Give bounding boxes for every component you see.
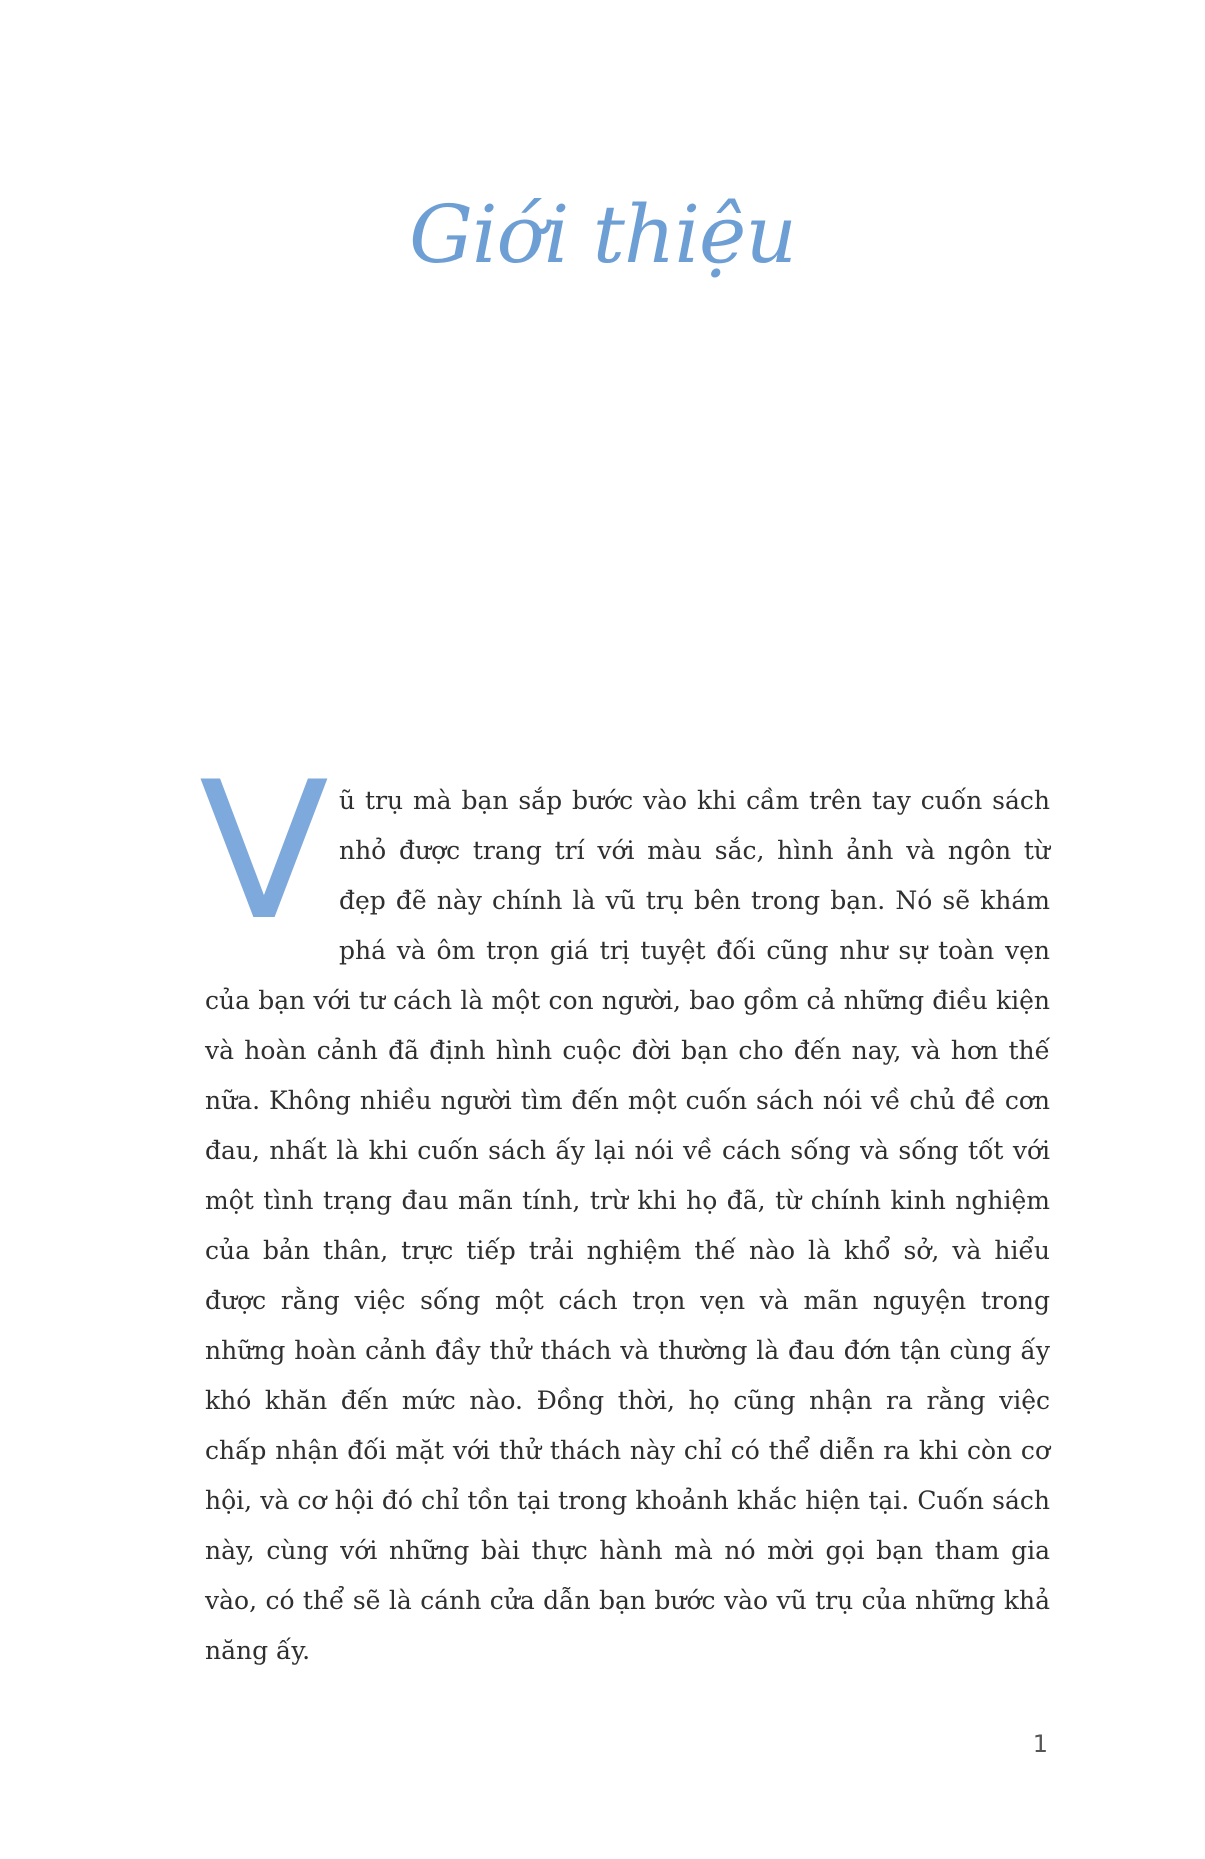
paragraph-text: ũ trụ mà bạn sắp bước vào khi cầm trên tay cuốn sách nhỏ được trang trí với màu sắc, hình ảnh và ngôn từ đẹp đẽ này chính là vũ trụ bên trong bạn. Nó sẽ khám phá và ôm trọn giá trị tuyệt đối cũng như sự toàn vẹn của bạn với tư cách là một con người, bao gồm cả những điều kiện và hoàn cảnh đã định hình cuộc đời bạn cho đến nay, và hơn thế nữa. Không nhiều người tìm đến một cuốn sách nói về chủ đề cơn đau, nhất là khi cuốn sách ấy lại nói về cách sống và sống tốt với một tình trạng đau mãn tính, trừ khi họ đã, từ chính kinh nghiệm của bản thân, trực tiếp trải nghiệm thế nào là khổ sở, và hiểu được rằng việc sống một cách trọn vẹn và mãn nguyện trong những hoàn cảnh đầy thử thách và thường là đau đớn tận cùng ấy khó khăn đến mức nào. Đồng thời, họ cũng nhận ra rằng việc chấp nhận đối mặt với thử thách này chỉ có thể diễn ra khi còn cơ hội, và cơ hội đó chỉ tồn tại trong khoảnh khắc hiện tại. Cuốn sách này, cùng với những bài thực hành mà nó mời gọi bạn tham gia vào, có thể sẽ là cánh cửa dẫn bạn bước vào vũ trụ của những khả năng ấy. bbox=[205, 786, 1050, 1665]
intro-paragraph bbox=[199, 741, 1050, 1676]
drop-cap: V bbox=[199, 741, 329, 962]
page-title: Giới thiệu bbox=[409, 188, 796, 281]
page-number: 1 bbox=[1032, 1730, 1048, 1758]
